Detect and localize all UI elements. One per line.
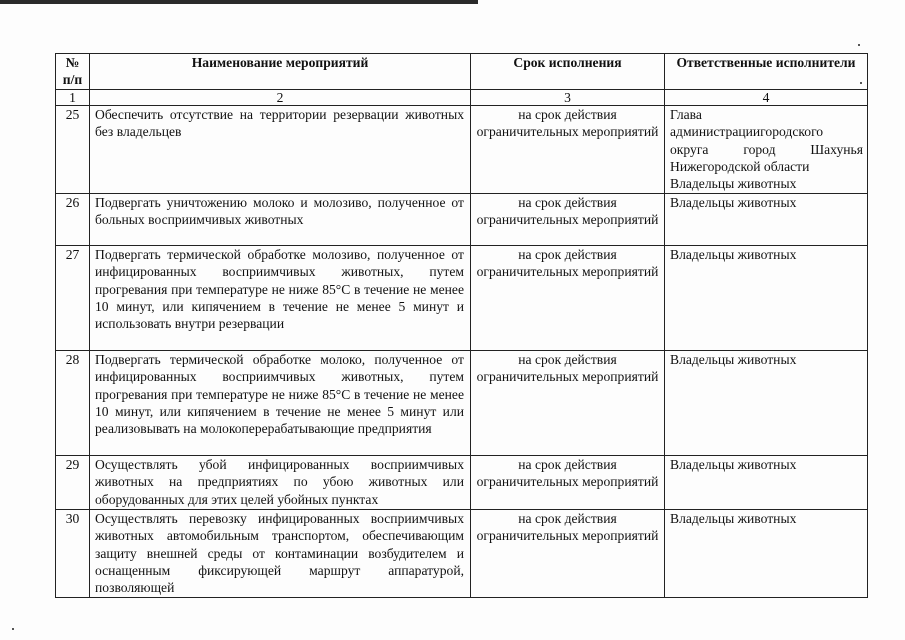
- responsible-line: Владельцы животных: [670, 456, 797, 472]
- responsible-line: Владельцы животных: [670, 246, 797, 262]
- column-number: 1: [56, 89, 90, 105]
- responsible-line: Глава: [670, 106, 702, 122]
- header-name: Наименование мероприятий: [90, 54, 471, 90]
- row-number: 27: [56, 245, 90, 350]
- responsible-line: Владельцы животных: [670, 194, 797, 210]
- row-responsible: [665, 455, 868, 509]
- table-row: [56, 350, 868, 455]
- row-term: на срок действия ограничительных мероприятий: [471, 350, 665, 455]
- header-num: № п/п: [56, 54, 90, 90]
- responsible-line: Владельцы животных: [670, 176, 797, 192]
- row-number: 28: [56, 350, 90, 455]
- table-row: [56, 105, 868, 193]
- header-responsible: Ответственные исполнители: [665, 54, 868, 90]
- row-action: Обеспечить отсутствие на территории резервации животных без владельцев: [90, 105, 471, 193]
- table-header-row: [56, 54, 868, 90]
- responsible-line: Нижегородской области: [670, 159, 810, 175]
- column-number: 2: [90, 89, 471, 105]
- row-number: 26: [56, 193, 90, 245]
- row-responsible: [665, 509, 868, 597]
- row-number: 30: [56, 509, 90, 597]
- row-number: 25: [56, 105, 90, 193]
- row-term: на срок действия ограничительных мероприятий: [471, 455, 665, 509]
- row-responsible: [665, 105, 868, 193]
- column-number: 4: [665, 89, 868, 105]
- row-action: Осуществлять убой инфицированных восприимчивых животных на предприятиях по убою животных или оборудованных для этих целей убойных пунктах: [90, 455, 471, 509]
- document-page: [55, 53, 867, 598]
- responsible-line: Владельцы животных: [670, 510, 797, 526]
- column-number-row: [56, 89, 868, 105]
- row-responsible: [665, 193, 868, 245]
- table-row: [56, 245, 868, 350]
- header-term: Срок исполнения: [471, 54, 665, 90]
- measures-table: [55, 53, 868, 598]
- table-row: [56, 455, 868, 509]
- responsible-line: округа город Шахунья: [670, 141, 863, 157]
- row-term: на срок действия ограничительных мероприятий: [471, 105, 665, 193]
- table-row: [56, 509, 868, 597]
- responsible-line: Владельцы животных: [670, 351, 797, 367]
- scan-speck: [12, 628, 14, 630]
- responsible-line: администрациигородского: [670, 124, 824, 140]
- table-row: [56, 193, 868, 245]
- scan-speck: [858, 44, 860, 46]
- row-action: Подвергать термической обработке молоко, полученное от инфицированных восприимчивых животных, путем прогревания при температуре не ниже 85°С в течение не менее 10 минут, или кипячением в течение не менее 5 минут или реализовывать на молокоперерабатывающие предприятия: [90, 350, 471, 455]
- row-action: Подвергать термической обработке молозиво, полученное от инфицированных восприимчивых животных, путем прогревания при температуре не ниже 85°С в течение не менее 10 минут, или кипячением в течение не менее 5 минут и использовать внутри резервации: [90, 245, 471, 350]
- row-number: 29: [56, 455, 90, 509]
- row-term: на срок действия ограничительных мероприятий: [471, 245, 665, 350]
- top-edge-line: [0, 0, 478, 4]
- row-term: на срок действия ограничительных мероприятий: [471, 193, 665, 245]
- row-term: на срок действия ограничительных мероприятий: [471, 509, 665, 597]
- row-responsible: [665, 245, 868, 350]
- row-action: Осуществлять перевозку инфицированных восприимчивых животных автомобильным транспортом, обеспечивающим защиту внешней среды от контаминации возбудителем и оснащенным фиксирующей маршрут аппаратурой, позволяющей: [90, 509, 471, 597]
- row-responsible: [665, 350, 868, 455]
- column-number: 3: [471, 89, 665, 105]
- row-action: Подвергать уничтожению молоко и молозиво, полученное от больных восприимчивых животных: [90, 193, 471, 245]
